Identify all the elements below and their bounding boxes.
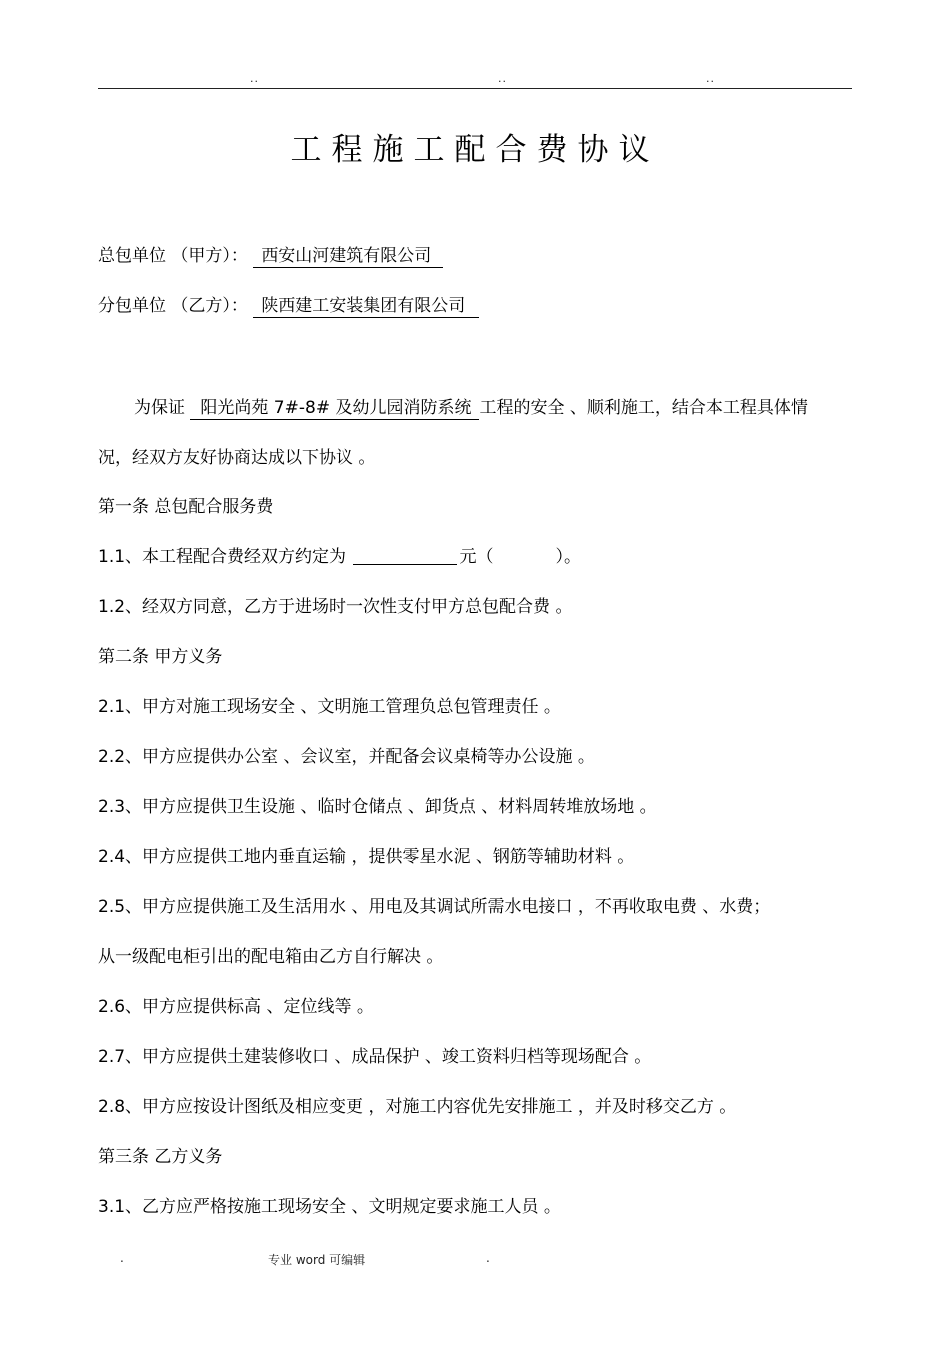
general-contractor-line [98, 241, 443, 268]
amount-blank [353, 546, 457, 565]
header-rule [98, 88, 852, 89]
header-dots-mid: .. [498, 72, 507, 85]
clause-2-5-line-1: 2.5、甲方应提供施工及生活用水 、用电及其调试所需水电接口 ，不再收取电费 、水费； [98, 897, 771, 917]
intro-prefix: 为保证 [134, 398, 185, 418]
general-contractor-value: 西安山河建筑有限公司 [253, 241, 443, 268]
intro-line-2: 况，经双方友好协商达成以下协议 。 [98, 448, 376, 468]
article-2-title: 第二条 甲方义务 [98, 647, 223, 667]
clause-2-1: 2.1、甲方对施工现场安全 、文明施工管理负总包管理责任 。 [98, 697, 561, 717]
subcontractor-value: 陕西建工安装集团有限公司 [253, 291, 479, 318]
clause-2-8: 2.8、甲方应按设计图纸及相应变更 ，对施工内容优先安排施工 ，并及时移交乙方 。 [98, 1097, 737, 1117]
article-3-title: 第三条 乙方义务 [98, 1147, 223, 1167]
subcontractor-label: 分包单位 （乙方）： [98, 296, 248, 316]
intro-project-name: 阳光尚苑 7#-8# 及幼儿园消防系统 [190, 393, 479, 420]
clause-1-1-text: 1.1、本工程配合费经双方约定为 [98, 547, 347, 567]
clause-1-1-close: ）。 [555, 547, 581, 567]
clause-1-2: 1.2、经双方同意，乙方于进场时一次性支付甲方总包配合费 。 [98, 597, 573, 617]
clause-2-2: 2.2、甲方应提供办公室 、会议室，并配备会议桌椅等办公设施 。 [98, 747, 595, 767]
clause-2-6: 2.6、甲方应提供标高 、定位线等 。 [98, 997, 374, 1017]
clause-3-1: 3.1、乙方应严格按施工现场安全 、文明规定要求施工人员 。 [98, 1197, 561, 1217]
footer-dot-right: . [486, 1251, 490, 1265]
clause-2-4: 2.4、甲方应提供工地内垂直运输 ，提供零星水泥 、钢筋等辅助材料 。 [98, 847, 635, 867]
clause-1-1 [98, 542, 581, 567]
clause-1-1-unit: 元（ [459, 547, 494, 567]
article-1-title: 第一条 总包配合服务费 [98, 497, 274, 517]
intro-suffix: 工程的安全 、顺利施工，结合本工程具体情 [479, 398, 808, 418]
subcontractor-line [98, 291, 479, 318]
clause-2-7: 2.7、甲方应提供土建装修收口 、成品保护 、竣工资料归档等现场配合 。 [98, 1047, 652, 1067]
header-dots-left: .. [250, 72, 259, 85]
header-dots-right: .. [706, 72, 715, 85]
clause-2-3: 2.3、甲方应提供卫生设施 、临时仓储点 、卸货点 、材料周转堆放场地 。 [98, 797, 657, 817]
footer-dot-left: . [120, 1251, 124, 1265]
document-title: 工程施工配合费协议 [290, 132, 660, 168]
clause-2-5-line-2: 从一级配电柜引出的配电箱由乙方自行解决 。 [98, 947, 444, 967]
footer-label: 专业 word 可编辑 [268, 1253, 366, 1267]
intro-line-1 [134, 393, 808, 420]
general-contractor-label: 总包单位 （甲方）： [98, 246, 248, 266]
